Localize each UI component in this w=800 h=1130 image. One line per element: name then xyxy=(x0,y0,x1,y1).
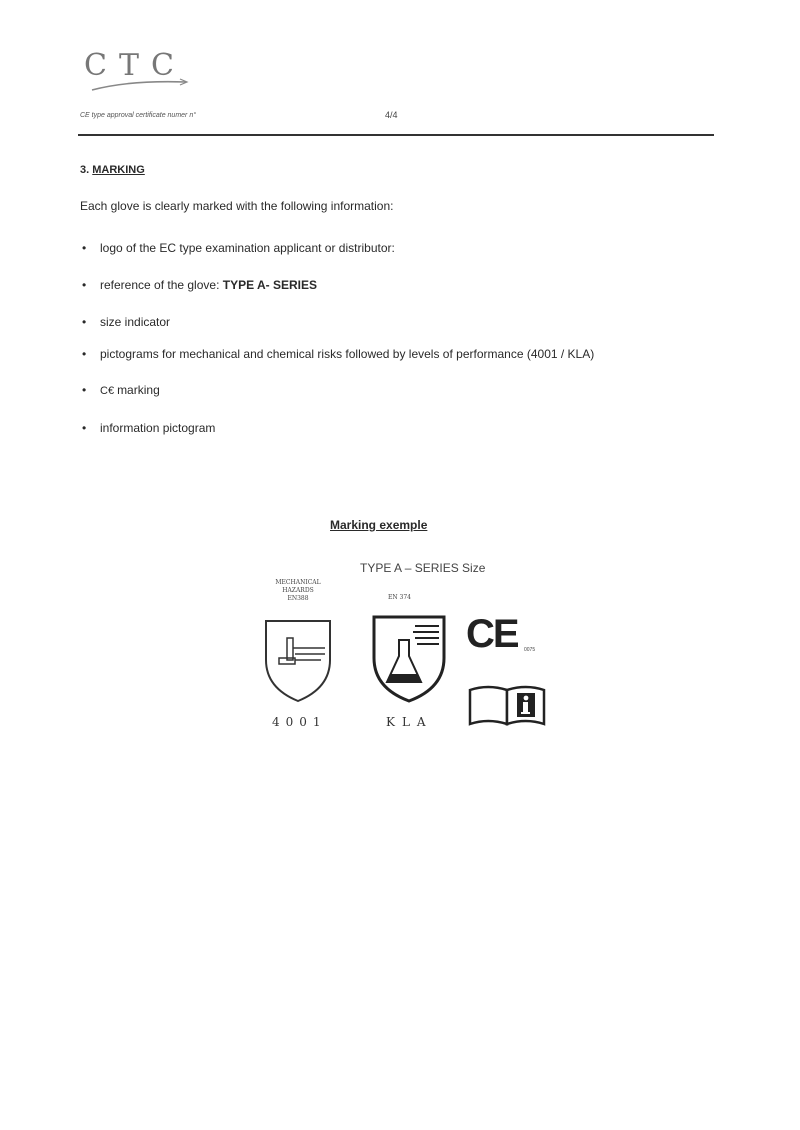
list-item-text: pictograms for mechanical and chemical risks followed by levels of performance (4001 / KLA) xyxy=(100,347,595,361)
example-title: Marking exemple xyxy=(330,518,428,532)
logo-swoosh-icon xyxy=(90,78,190,92)
list-item-text: information pictogram xyxy=(100,421,216,435)
ctc-logo xyxy=(84,48,194,98)
list-item-text: marking xyxy=(117,383,160,397)
list-item xyxy=(80,346,715,362)
list-item xyxy=(80,420,715,436)
list-item xyxy=(80,277,715,293)
section-heading xyxy=(80,164,145,176)
ce-notified-body-number: 0075 xyxy=(524,647,536,653)
logo-text: CTC xyxy=(84,48,186,83)
chemical-label: EN 374 xyxy=(388,594,411,601)
page-number: 4/4 xyxy=(385,110,398,120)
mechanical-label-line: MECHANICAL xyxy=(275,579,321,586)
section-number: 3. xyxy=(80,164,90,176)
header-rule xyxy=(78,134,714,136)
ce-inline-mark: C€ xyxy=(100,385,115,397)
list-item-text: reference of the glove: xyxy=(100,278,223,292)
section-title: MARKING xyxy=(92,164,145,176)
marking-list xyxy=(80,240,715,436)
list-item xyxy=(80,314,715,330)
mechanical-label xyxy=(258,579,338,603)
mechanical-label-line: EN388 xyxy=(287,595,309,602)
information-book-icon xyxy=(468,682,546,726)
ce-mark: CE xyxy=(466,612,518,656)
mechanical-performance-levels: 4001 xyxy=(272,715,327,729)
certificate-number-line: CE type approval certificate numer n° xyxy=(80,112,197,119)
example-type-line: TYPE A – SERIES Size xyxy=(360,561,486,575)
glove-reference: TYPE A- SERIES xyxy=(222,278,317,292)
list-item xyxy=(80,240,715,256)
chemical-hazard-shield-icon xyxy=(371,614,447,704)
list-item xyxy=(80,382,715,399)
mechanical-label-line: HAZARDS xyxy=(282,587,314,594)
list-item-text: size indicator xyxy=(100,315,171,329)
list-item-text: logo of the EC type examination applicant or distributor: xyxy=(100,241,395,255)
chemical-performance-levels: KLA xyxy=(386,715,433,729)
mechanical-hazard-shield-icon xyxy=(263,618,333,704)
intro-paragraph: Each glove is clearly marked with the following information: xyxy=(80,199,394,213)
